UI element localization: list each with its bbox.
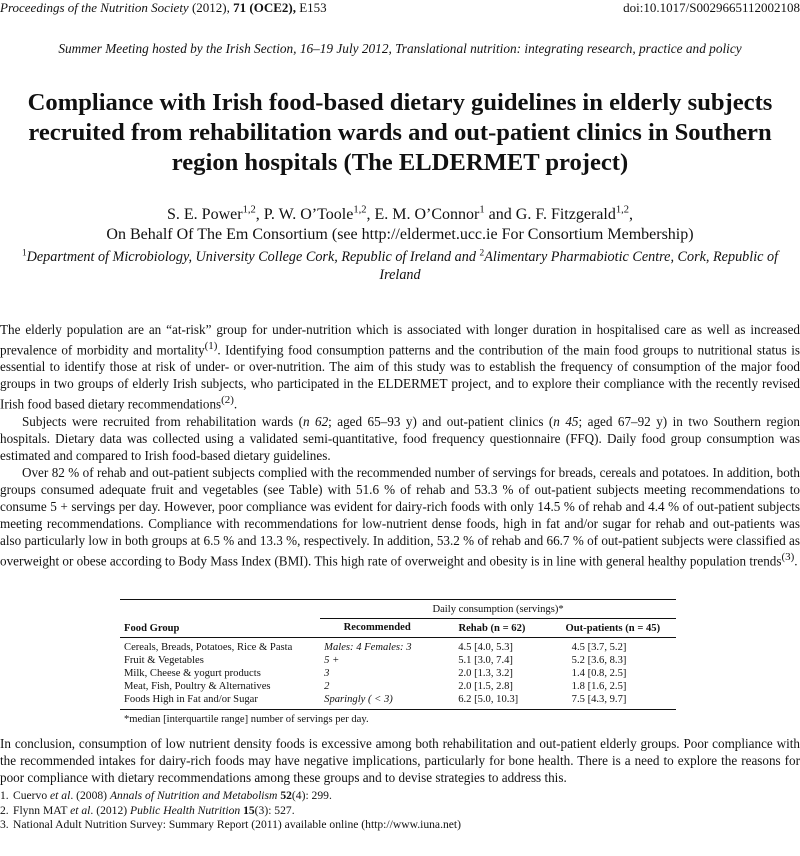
reference-item: 2. Flynn MAT et al. (2012) Public Health Nutrition 15(3): 527.	[0, 803, 295, 817]
meeting-line: Summer Meeting hosted by the Irish Section, 16–19 July 2012, Translational nutrition: integrating research, practice and policy	[58, 41, 742, 56]
reference-item: 3. National Adult Nutrition Survey: Summary Report (2011) available online (http://www.iuna.net)	[0, 818, 461, 831]
table-row: Cereals, Breads, Potatoes, Rice & Pasta Males: 4 Females: 3 4.5 [4.0, 5.3] 4.5 [3.7, 5.2]	[124, 642, 627, 653]
paragraph-intro: The elderly population are an “at-risk” group for under-nutrition which is associated with longer duration in hospitalised care as well as increased prevalence of morbidity and mortality$^{(1)}$. Identifying food consumption patterns and the contribution of the main food groups to nutritional status is essential to identify those at risk of under- or over-nutrition. The aim of this study was to establish the frequency of consumption of the major food groups in two groups of elderly Irish subjects, who participated in the ELDERMET project, and to explore their compliance with the recently revised Irish food based dietary recommendations$^{(2)}$.	[0, 322, 800, 412]
reference-list	[0, 789, 800, 833]
paragraph-methods: Subjects were recruited from rehabilitation wards (n 62; aged 65–93 y) and out-patient clinics (n 45; aged 67–92 y) in two Southern region hospitals. Dietary data was collected using a validated semi-quantitative, food frequency questionnaire (FFQ). Daily food group consumption was estimated and compared to Irish food-based dietary guidelines.	[0, 413, 800, 463]
abstract-body	[0, 321, 800, 569]
consortium-line: On Behalf Of The Em Consortium (see http://eldermet.ucc.ie For Consortium Membership)	[106, 226, 694, 243]
running-head	[0, 0, 800, 18]
table-row: Milk, Cheese & yogurt products 3 2.0 [1.3, 3.2] 1.4 [0.8, 2.5]	[124, 668, 627, 679]
col-food-group: Food Group	[124, 623, 180, 634]
journal-citation: Proceedings of the Nutrition Society (2012), 71 (OCE2), E153	[0, 0, 327, 15]
consumption-table	[120, 599, 676, 726]
table-row: Meat, Fish, Poultry & Alternatives 2 2.0 [1.5, 2.8] 1.8 [1.6, 2.5]	[124, 681, 627, 692]
col-rehab: Rehab (n = 62)	[458, 622, 526, 634]
paper-title: Compliance with Irish food-based dietary guidelines in elderly subjects recruited from rehabilitation wards and out-patient clinics in Southern region hospitals (The ELDERMET project)	[27, 89, 773, 176]
author-list: S. E. Power$^{1,2}$, P. W. O’Toole$^{1,2}$, E. M. O’Connor$^1$ and G. F. Fitzgerald$^{1,2}$, On Behalf Of The Em Consortium (see http://eldermet.ucc.ie For Consortium Membership)	[0, 205, 800, 245]
reference-item: 1. Cuervo et al. (2008) Annals of Nutrition and Metabolism 52(4): 299.	[0, 789, 332, 802]
col-outpatients: Out-patients (n = 45)	[565, 622, 661, 634]
table-row: Fruit & Vegetables 5 + 5.1 [3.0, 7.4] 5.2 [3.6, 8.3]	[124, 655, 627, 666]
group-header: Daily consumption (servings)*	[320, 600, 676, 619]
paragraph-results: Over 82 % of rehab and out-patient subjects complied with the recommended number of servings for breads, cereals and potatoes. In addition, both groups consumed adequate fruit and vegetables (see Table) with 51.6 % of rehab and 53.3 % of out-patient subjects meeting recommendations to consume 5 + servings per day. However, poor compliance was evident for dairy-rich foods with only 14.5 % of rehab and 4.4 % of out-patient subjects meeting recommendations. Compliance with recommendations for low-nutrient dense foods, high in fat and/or sugar for rehab and out-patients was also particularly low in both groups at 6.5 % and 13.3 %, respectively. In addition, 53.2 % of rehab and 66.7 % of out-patient subjects were classified as overweight or obese according to Body Mass Index (BMI). This high rate of overweight and obesity is in line with general healthy population trends$^{(3)}$.	[0, 464, 800, 569]
affiliations: $^1$Department of Microbiology, University College Cork, Republic of Ireland and $^2$Alimentary Pharmabiotic Centre, Cork, Republic of Ireland	[21, 248, 779, 283]
paragraph-conclusion: In conclusion, consumption of low nutrient density foods is excessive among both rehabilitation and out-patient elderly groups. Poor compliance with the recommended intakes for dairy-rich foods may have negative implications, particularly for bone health. There is a need to explore the reasons for poor compliance with dietary recommendations among these groups and to devise strategies to address this.	[0, 736, 800, 785]
col-recommended: Recommended	[343, 622, 411, 633]
table-row: Foods High in Fat and/or Sugar Sparingly ( < 3) 6.2 [5.0, 10.3] 7.5 [4.3, 9.7]	[120, 693, 676, 710]
table-footnote: *median [interquartile range] number of servings per day.	[124, 714, 369, 725]
doi: doi:10.1017/S0029665112002108	[623, 0, 800, 15]
